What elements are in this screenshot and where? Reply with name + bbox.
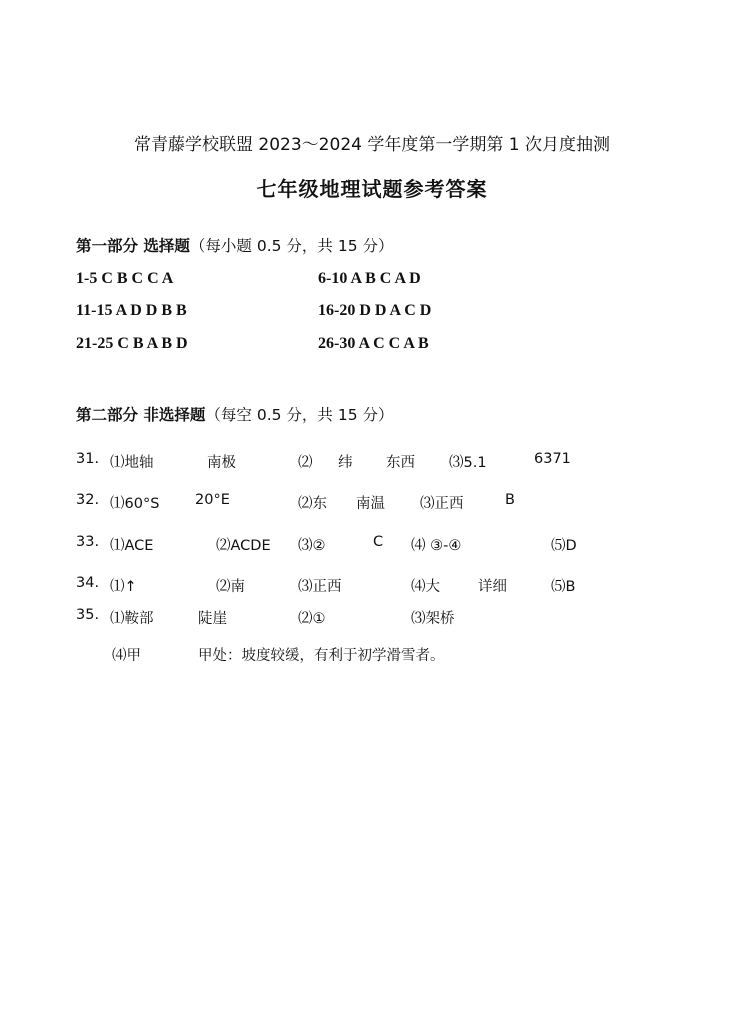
- mc-answers-11-15: 11-15 A D D B B: [76, 302, 187, 319]
- mc-answers-6-10: 6-10 A B C A D: [318, 270, 421, 287]
- q31-answer: 南极: [207, 455, 236, 471]
- q35-answer: 陡崖: [198, 611, 227, 627]
- q31-answer: ⑶5.1: [449, 455, 487, 471]
- part1-heading: [76, 234, 394, 256]
- q33-answer: ⑵ACDE: [216, 538, 271, 554]
- q33-answer: ⑸D: [551, 538, 577, 554]
- part2-heading-title: 第二部分 非选择题: [76, 406, 206, 424]
- q33-answer: C: [373, 534, 384, 550]
- q31-answer: 纬: [338, 455, 353, 471]
- q31-answer: 东西: [386, 455, 415, 471]
- q31-answer: ⑴地轴: [110, 455, 154, 471]
- q34-answer: ⑴↑: [110, 579, 137, 595]
- exam-header: 常青藤学校联盟 2023～2024 学年度第一学期第 1 次月度抽测: [134, 135, 610, 155]
- q32-number: 32.: [76, 492, 100, 508]
- q35-number: 35.: [76, 607, 100, 623]
- q34-answer: ⑵南: [216, 579, 245, 595]
- q33-answer: ⑷ ③-④: [411, 538, 462, 554]
- mc-answers-16-20: 16-20 D D A C D: [318, 302, 432, 319]
- part1-heading-note: （每小题 0.5 分，共 15 分）: [189, 237, 394, 255]
- q34-answer: ⑸B: [551, 579, 576, 595]
- q32-answer: ⑴60°S: [110, 496, 160, 512]
- mc-answers-21-25: 21-25 C B A B D: [76, 335, 188, 352]
- q35-answer: ⑵①: [298, 611, 326, 627]
- q33-number: 33.: [76, 534, 100, 550]
- q32-answer: 南温: [356, 496, 385, 512]
- q34-answer: ⑶正西: [298, 579, 342, 595]
- mc-answers-26-30: 26-30 A C C A B: [318, 335, 429, 352]
- mc-answers-1-5: 1-5 C B C C A: [76, 270, 174, 287]
- q31-answer: ⑵: [298, 455, 313, 471]
- q31-answer: 6371: [534, 451, 571, 467]
- q35-answer: ⑴鞍部: [110, 611, 154, 627]
- q34-answer: 详细: [478, 579, 507, 595]
- q31-number: 31.: [76, 451, 100, 467]
- q34-number: 34.: [76, 575, 100, 591]
- q35-answer: ⑷甲: [112, 648, 141, 664]
- q32-answer: B: [505, 492, 515, 508]
- part1-heading-title: 第一部分 选择题: [76, 237, 190, 255]
- q32-answer: ⑶正西: [420, 496, 464, 512]
- q34-answer: ⑷大: [411, 579, 440, 595]
- q33-answer: ⑴ACE: [110, 538, 154, 554]
- q32-answer: ⑵东: [298, 496, 327, 512]
- part2-heading-note: （每空 0.5 分，共 15 分）: [205, 406, 394, 424]
- q35-explanation: 甲处：坡度较缓，有利于初学滑雪者。: [198, 648, 445, 664]
- part2-heading: [76, 403, 394, 425]
- q35-answer: ⑶架桥: [411, 611, 455, 627]
- document-title: 七年级地理试题参考答案: [256, 177, 488, 201]
- q32-answer: 20°E: [195, 492, 230, 508]
- q33-answer: ⑶②: [298, 538, 326, 554]
